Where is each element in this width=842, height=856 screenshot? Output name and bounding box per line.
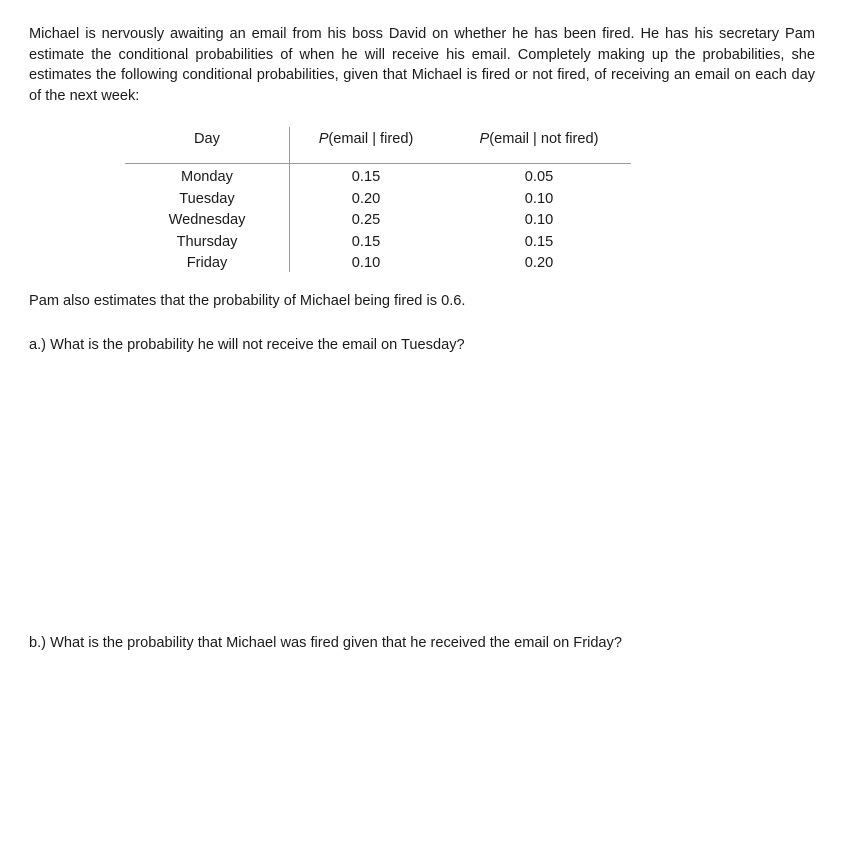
header-p-symbol: P [318, 131, 329, 147]
day-cell: Wednesday [168, 212, 246, 228]
header-day: Day [194, 131, 220, 147]
header-p-email-not-fired [441, 131, 637, 147]
not-fired-prob-cell: 0.05 [524, 169, 554, 185]
fired-prob-cell: 0.15 [351, 233, 381, 250]
table-header [125, 125, 631, 164]
not-fired-prob-cell: 0.10 [524, 212, 554, 228]
not-fired-prob-cell: 0.15 [524, 233, 554, 250]
question-b: b.) What is the probability that Michael was fired given that he received the email on Friday? [29, 635, 622, 651]
column-divider [289, 164, 290, 272]
prior-probability-note: Pam also estimates that the probability of Michael being fired is 0.6. [29, 293, 466, 309]
probability-table [125, 125, 631, 272]
day-cell: Monday [181, 169, 233, 185]
day-cell: Tuesday [179, 190, 235, 207]
problem-statement: Michael is nervously awaiting an email from his boss David on whether he has been fired. He has his secretary Pam estimate the conditional probabilities of when he will receive his email. Completely making up the probabilities, she estimates the following conditional probabilities, given that Michael is fired or not fired, of receiving an email on each day of the next week: [29, 26, 815, 104]
day-column [125, 167, 289, 275]
not-fired-column [441, 167, 637, 275]
fired-prob-cell: 0.15 [351, 169, 381, 185]
header-p-email-fired [291, 131, 441, 147]
day-cell: Thursday [176, 233, 238, 250]
fired-prob-cell: 0.20 [351, 190, 381, 207]
table-body [125, 164, 631, 272]
header-fired-condition: (email | fired) [328, 131, 414, 147]
not-fired-prob-cell: 0.10 [524, 190, 554, 207]
question-a: a.) What is the probability he will not receive the email on Tuesday? [29, 337, 465, 353]
not-fired-prob-cell: 0.20 [524, 255, 554, 271]
header-not-fired-condition: (email | not fired) [489, 131, 599, 147]
column-divider [289, 127, 290, 163]
day-cell: Friday [186, 255, 228, 271]
fired-prob-cell: 0.10 [351, 255, 381, 271]
header-p-symbol: P [479, 131, 490, 147]
fired-prob-cell: 0.25 [351, 212, 381, 228]
fired-column [291, 167, 441, 275]
